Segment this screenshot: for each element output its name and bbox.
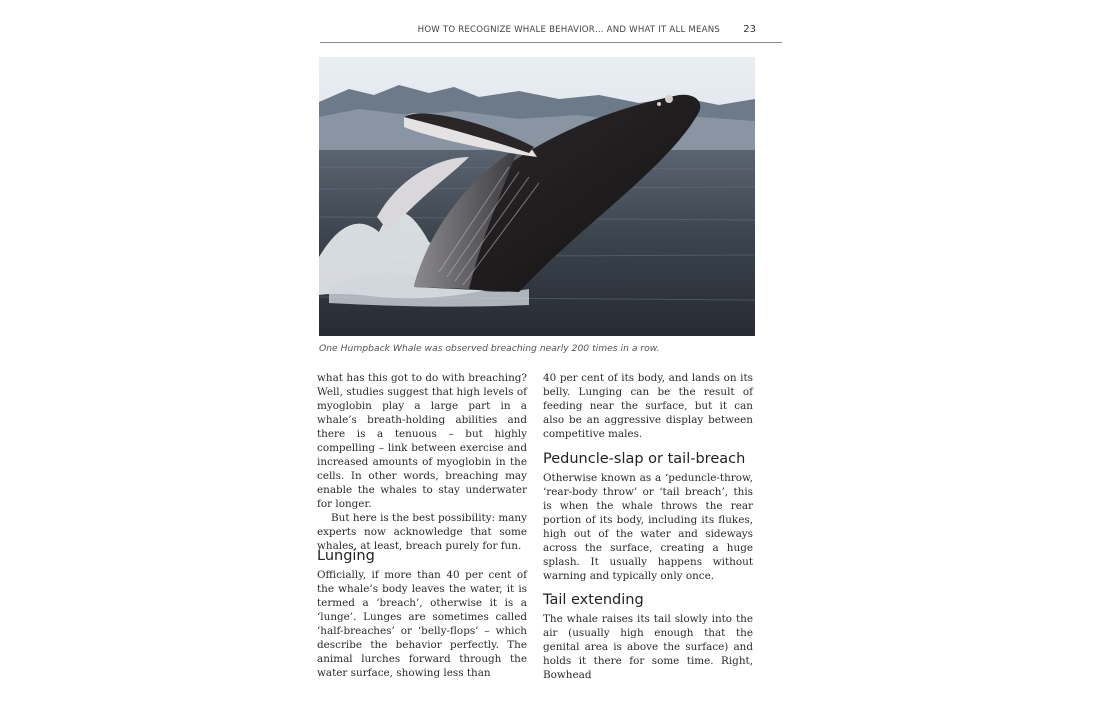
tail-heading: Tail extending [543,592,644,608]
left-para-1: what has this got to do with breaching? Well, studies suggest that high levels of myoglobin play a large part in a whale’s breath-holding abilities and there is a tenuous – but highly compelling – link between exercise and increased amounts of myoglobin in the cells. In other words, breaching may enable the whales to stay underwater for longer. [317,372,527,510]
left-column-intro [317,371,527,553]
lunging-text: Officially, if more than 40 per cent of the whale’s body leaves the water, it is termed a ‘breach’, otherwise it is a ‘lunge’. Lunges are sometimes called ‘half-breaches’ or ‘belly-flops’ – which describe the behavior perfectly. The animal lurches forward through the water surface, showing less than [317,569,527,679]
right-para-1: 40 per cent of its body, and lands on its belly. Lunging can be the result of feeding near the surface, but it can also be an aggressive display between competitive males. [543,372,753,440]
peduncle-heading-block [543,450,753,468]
figure-caption: One Humpback Whale was observed breaching nearly 200 times in a row. [319,343,660,354]
tail-text: The whale raises its tail slowly into the air (usually high enough that the genital area is above the surface) and holds it there for some time. Right, Bowhead [543,613,753,681]
peduncle-heading: Peduncle-slap or tail-breach [543,451,746,467]
right-column-intro [543,371,753,441]
tail-body [543,612,753,682]
peduncle-text: Otherwise known as a ‘peduncle-throw, ‘rear-body throw’ or ‘tail breach’, this is when the whale throws the rear portion of its body, including its flukes, high out of the water and sideways across the surface, creating a huge splash. It usually happens without warning and typically only once. [543,472,753,582]
lunging-heading: Lunging [317,548,375,564]
lunging-body [317,568,527,680]
tail-heading-block [543,591,753,609]
humpback-breach-photo [319,57,755,336]
lunging-heading-block [317,547,527,565]
peduncle-body [543,471,753,583]
page-number: 23 [743,24,756,35]
left-para-2: But here is the best possibility: many experts now acknowledge that some whales, at least, breach purely for fun. [317,512,527,552]
running-head: HOW TO RECOGNIZE WHALE BEHAVIOR… AND WHAT IT ALL MEANS [417,25,720,35]
page-header [320,22,782,43]
